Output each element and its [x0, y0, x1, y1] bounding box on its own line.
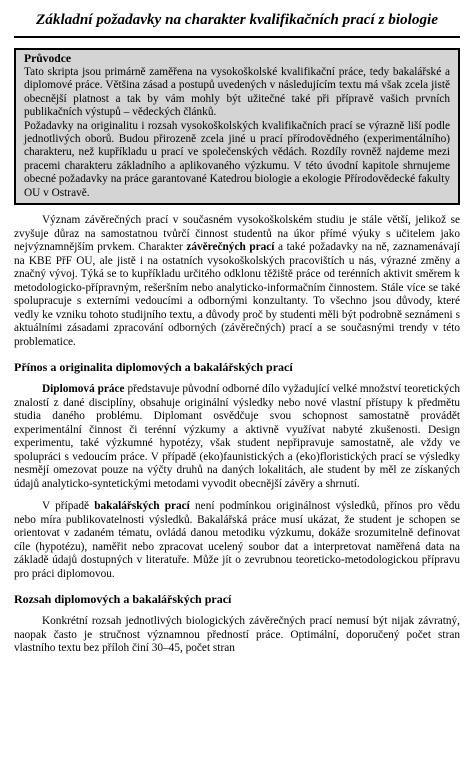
text-run: Význam závěrečných prací v současném vysokoškolském studiu je stále větší, jelikož se zvyšuje důraz na samostatnou tvůrčí činnost studentů na úkor přímé výuky s učitelem jako nejvýznamnějším prvkem. Charakter — [14, 214, 460, 254]
document-page — [14, 6, 460, 656]
bold-term: Diplomová práce — [42, 383, 125, 396]
body-paragraph — [14, 383, 460, 491]
section-heading: Rozsah diplomových a bakalářských prací — [14, 592, 232, 607]
intro-paragraph — [14, 214, 460, 349]
guide-box — [14, 48, 460, 205]
guide-heading: Průvodce — [24, 52, 72, 65]
body-paragraph: Konkrétní rozsah jednotlivých biologických závěrečných prací nemusí být nijak závratný, naopak často je stručnost významnou předností práce. Optimální, doporučený počet stran vlastního textu bez příloh činí 30–45, počet stran — [14, 615, 460, 655]
bold-term: bakalářských prací — [94, 500, 190, 513]
guide-paragraph: Požadavky na originalitu i rozsah vysokoškolských kvalifikačních prací se výrazně liší podle jednotlivých oborů. Budou přirozeně zcela jiné u prací přírodovědného (experimentálního) charakteru, než kupříkladu u prací ve společenských vědách. Rozdíly rovněž najdeme mezi pracemi charakteru základního a aplikovaného výzkumu. V této úvodní kapitole shrnujeme obecné požadavky na práce garantované Katedrou biologie a ekologie Přírodovědecké fakulty OU v Ostravě. — [24, 119, 450, 199]
bold-term: závěrečných prací — [186, 241, 275, 254]
guide-paragraph: Tato skripta jsou primárně zaměřena na vysokoškolské kvalifikační práce, tedy bakalářské a diplomové práce. Většina zásad a postupů uvedených v následujícím textu má však zcela jistě obecnější platnost a tak by vám mohly být užitečné také při přípravě vašich prvních publikačních výstupů – vědeckých článků. — [24, 66, 450, 119]
page-title: Základní požadavky na charakter kvalifikačních prací z biologie — [14, 6, 460, 38]
text-run: V případě — [42, 500, 95, 513]
body-paragraph — [14, 500, 460, 581]
text-run: a také požadavky na ně, zaznamenávají na KBE PřF OU, ale jistě i na ostatních vysokoškolských pracovištích u nás, výrazné změny a značný vývoj. Týká se to kupříkladu určitého odklonu těžiště práce od terénních aktivit směrem k metodologicko-přípravným, rešeršním nebo analyticko-informačním činnostem. Stále více se také spolupracuje s externími vedoucími a odbornými konzultanty. To všechno jsou důvody, které vedly ke vzniku tohoto studijního textu, a důvody proč by studenti měli být podrobně seznámeni s aktuálními zásadami zpracování odborných (závěrečných) prací a se současnými trendy v této problematice. — [14, 241, 461, 348]
section-heading: Přínos a originalita diplomových a bakalářských prací — [14, 360, 293, 375]
document-body — [14, 214, 460, 656]
text-run: není podmínkou originálnost výsledků, přínos pro vědu nebo míra publikovatelnosti výsledků. Bakalářská práce musí ukázat, že student je schopen se orientovat v zadaném tématu, ovládá danou metodiku výzkumu, dokáže srozumitelně definovat cíle (hypotézu), naměřit nebo zpracovat ucelený soubor dat a interpretovat naměřená data na základě údajů dostupných v literatuře. Může jít o zevrubnou teoreticko-metodologickou přípravu pro práci diplomovou. — [14, 500, 460, 580]
text-run: představuje původní odborné dílo vyžadující velké množství teoretických znalostí z dané disciplíny, obsahuje originální výsledky nebo nové vlastní přístupy k předmětu studia daného problému. Diplomant osvědčuje svou schopnost samostatně provádět experimentální činnost či terénní výzkumy a aktivně využívat nabyté zkušenosti. Design experimentu, také výzkumné hypotézy, však student nepřipravuje samostatně, ale vždy ve spolupráci s vedoucím práce. V případě (eko)faunistických a (eko)floristických prací se výsledky nesmějí omezovat pouze na výčty druhů na daných lokalitách, ale student by měl ze získaných údajů analyticko-syntetickými metodami vyvodit obecnější závěry a shrnutí. — [14, 383, 460, 490]
